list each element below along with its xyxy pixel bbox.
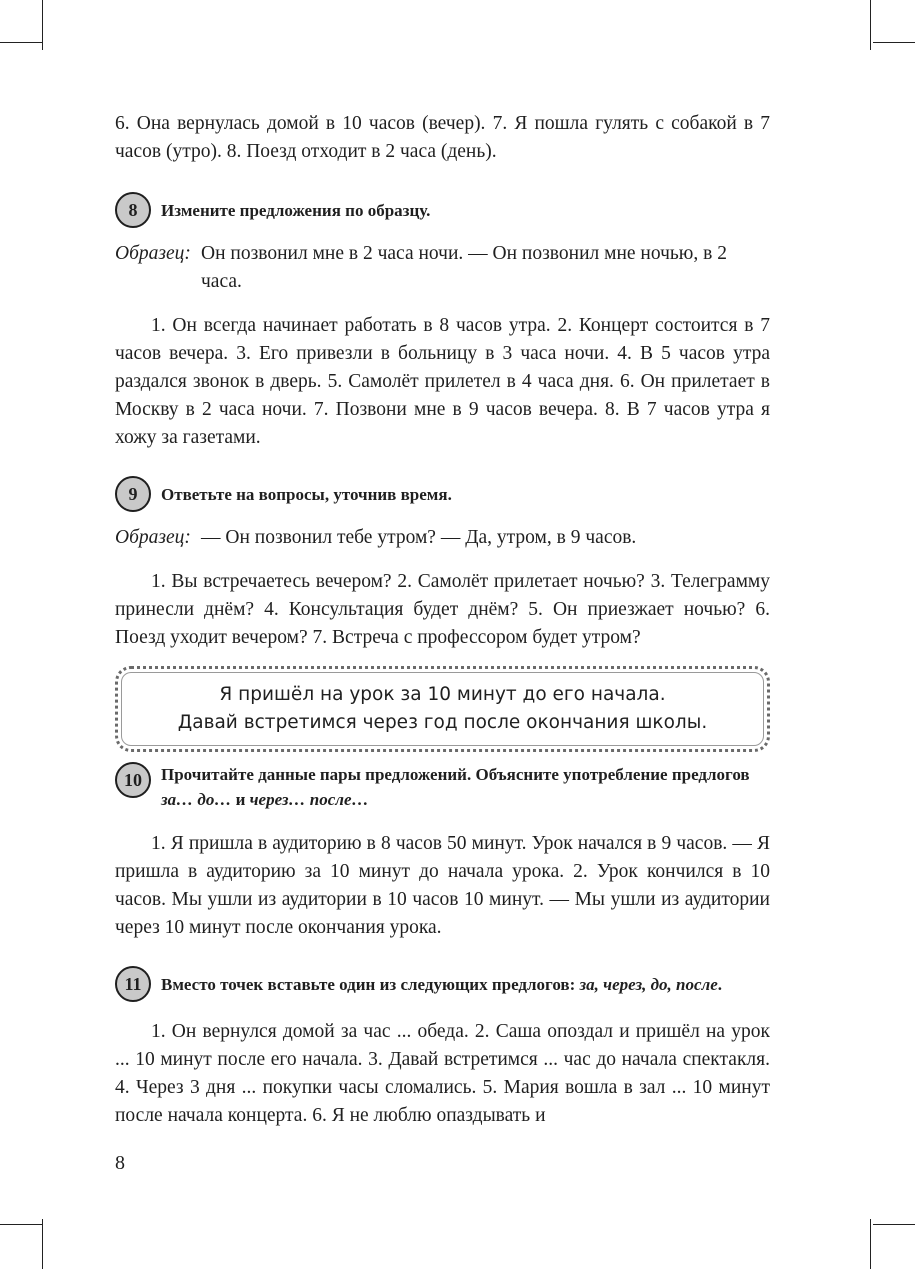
task-11-title-end: . xyxy=(717,974,723,994)
intro-paragraph: 6. Она вернулась домой в 10 часов (вечер). 7. Я пошла гулять с собакой в 7 часов (утро). 8. Поезд отходит в 2 часа (день). xyxy=(115,113,770,162)
example-label: Образец: xyxy=(115,527,191,548)
example-text: Он позвонил мне в 2 часа ночи. — Он позвонил мне ночью, в 2 часа. xyxy=(201,243,727,292)
task-8-heading xyxy=(115,192,770,228)
task-11-title-text: Вместо точек вставьте один из следующих предлогов: xyxy=(161,974,580,994)
crop-mark xyxy=(870,1219,871,1269)
page-number: 8 xyxy=(115,1152,125,1174)
task-number-badge: 11 xyxy=(115,966,151,1002)
task-11-title xyxy=(161,972,722,997)
task-10-title-prepositions-1: за… до… xyxy=(161,790,232,809)
task-number-badge: 9 xyxy=(115,476,151,512)
task-number-badge: 8 xyxy=(115,192,151,228)
crop-mark xyxy=(870,0,871,50)
page-content xyxy=(115,110,770,1130)
crop-mark xyxy=(0,42,42,43)
task-11-heading xyxy=(115,966,770,1002)
task-9-title: Ответьте на вопросы, уточнив время. xyxy=(161,484,452,504)
task-9-heading xyxy=(115,476,770,512)
example-label: Образец: xyxy=(115,243,191,264)
task-10-heading xyxy=(115,762,770,812)
task-10-title-conjunction: и xyxy=(231,790,250,809)
task-8-body: 1. Он всегда начинает работать в 8 часов утра. 2. Концерт состоится в 7 часов вечера. 3. Его привезли в больницу в 3 часа ночи. 4. В 5 часов утра раздался звонок в дверь. 5. Самолёт прилетел в 4 часа дня. 6. Он прилетает в Москву в 2 часа ночи. 7. Позвони мне в 9 часов вечера. 8. В 7 часов утра я хожу за газетами. xyxy=(115,315,770,448)
task-10-title xyxy=(161,762,770,812)
task-9-example xyxy=(115,524,770,552)
crop-mark xyxy=(42,0,43,50)
task-10-body: 1. Я пришла в аудиторию в 8 часов 50 минут. Урок начался в 9 часов. — Я пришла в аудиторию за 10 минут до начала урока. 2. Урок кончился в 10 часов. Мы ушли из аудитории в 10 часов 10 минут. — Мы ушли из аудитории через 10 минут после окончания урока. xyxy=(115,833,770,938)
task-number-badge: 10 xyxy=(115,762,151,798)
rule-line-1: Я пришёл на урок за 10 минут до его начала. xyxy=(219,684,666,705)
crop-mark xyxy=(873,1224,915,1225)
crop-mark xyxy=(42,1219,43,1269)
task-8-title: Измените предложения по образцу. xyxy=(161,200,431,220)
task-11-title-prepositions: за, через, до, после xyxy=(579,974,718,994)
crop-mark xyxy=(873,42,915,43)
task-11-body: 1. Он вернулся домой за час ... обеда. 2. Саша опоздал и пришёл на урок ... 10 минут после его начала. 3. Давай встретимся ... час до начала спектакля. 4. Через 3 дня ... покупки часы сломались. 5. Мария вошла в зал ... 10 минут после начала концерта. 6. Я не люблю опаздывать и xyxy=(115,1021,770,1126)
task-10-title-prepositions-2: через… после… xyxy=(249,790,369,809)
crop-mark xyxy=(0,1224,42,1225)
rule-line-2: Давай встретимся через год после окончания школы. xyxy=(177,712,708,733)
task-9-body: 1. Вы встречаетесь вечером? 2. Самолёт прилетает ночью? 3. Телеграмму принесли днём? 4. Консультация будет днём? 5. Он приезжает ночью? 6. Поезд уходит вечером? 7. Встреча с профессором будет утром? xyxy=(115,571,770,648)
rule-frame xyxy=(115,666,770,752)
task-10-title-text: Прочитайте данные пары предложений. Объясните употребление предлогов xyxy=(161,765,750,784)
example-text: — Он позвонил тебе утром? — Да, утром, в 9 часов. xyxy=(201,527,637,548)
task-8-example xyxy=(115,240,770,296)
